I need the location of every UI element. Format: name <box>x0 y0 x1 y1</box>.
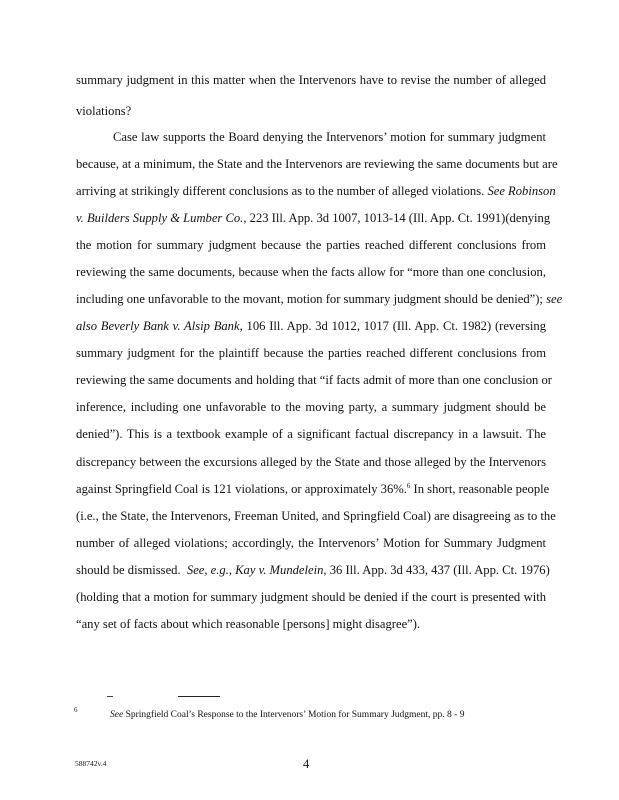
body-line: inference, including one unfavorable to the moving party, a summary judgment should be <box>76 400 546 414</box>
body-line: reviewing the same documents, because when the facts allow for “more than one conclusion, <box>76 265 546 279</box>
body-line: summary judgment for the plaintiff because the parties reached different conclusions from <box>76 346 546 360</box>
document-id: 588742v.4 <box>75 759 107 768</box>
body-line: also Beverly Bank v. Alsip Bank, 106 Ill. App. 3d 1012, 1017 (Ill. App. Ct. 1982) (reversing <box>76 319 546 333</box>
page-number: 4 <box>303 757 310 771</box>
body-line: arriving at strikingly different conclusions as to the number of alleged violations. See Robinson <box>76 184 556 198</box>
case-citation: See Robinson <box>487 184 556 198</box>
body-line: against Springfield Coal is 121 violations, or approximately 36%.$^6$ In short, reasonable people <box>76 481 550 496</box>
body-line: the motion for summary judgment because the parties reached different conclusions from <box>76 238 546 252</box>
body-line: because, at a minimum, the State and the Intervenors are reviewing the same documents but are <box>76 157 558 171</box>
body-line: violations? <box>76 104 132 118</box>
body-line: including one unfavorable to the movant, motion for summary judgment should be denied”); see <box>76 292 563 306</box>
footnote-reference: 6 <box>406 481 411 490</box>
body-line: denied”). This is a textbook example of a significant factual discrepancy in a lawsuit. The <box>76 427 546 441</box>
body-line: Case law supports the Board denying the Intervenors’ motion for summary judgment <box>113 130 546 144</box>
case-citation: also Beverly Bank v. Alsip Bank, <box>76 319 243 333</box>
body-line: (holding that a motion for summary judgment should be denied if the court is presented with <box>76 590 546 604</box>
body-line: number of alleged violations; accordingly, the Intervenors’ Motion for Summary Judgment <box>76 536 546 550</box>
case-citation: v. Builders Supply & Lumber Co., <box>76 211 247 225</box>
body-line: “any set of facts about which reasonable [persons] might disagree”). <box>76 617 421 631</box>
body-line: discrepancy between the excursions alleged by the State and those alleged by the Intervenors <box>76 455 546 469</box>
body-line: reviewing the same documents and holding that “if facts admit of more than one conclusion or <box>76 373 552 387</box>
body-line: should be dismissed. See, e.g., Kay v. Mundelein, 36 Ill. App. 3d 433, 437 (Ill. App. Ct. 1976) <box>76 563 550 577</box>
body-line: v. Builders Supply & Lumber Co., 223 Ill. App. 3d 1007, 1013-14 (Ill. App. Ct. 1991)(denying <box>76 211 551 225</box>
body-line: (i.e., the State, the Intervenors, Freeman United, and Springfield Coal) are disagreeing as to the <box>76 509 556 523</box>
footnote-text: See Springfield Coal’s Response to the Intervenors’ Motion for Summary Judgment, pp. 8 - 9 <box>110 710 465 720</box>
footnote-marker: 6 <box>74 706 78 714</box>
case-citation: See, e.g., Kay v. Mundelein, <box>186 563 327 577</box>
footnote-separator <box>178 696 220 697</box>
footnote-separator-mark <box>107 696 113 697</box>
body-line: summary judgment in this matter when the Intervenors have to revise the number of alleged <box>76 73 546 87</box>
